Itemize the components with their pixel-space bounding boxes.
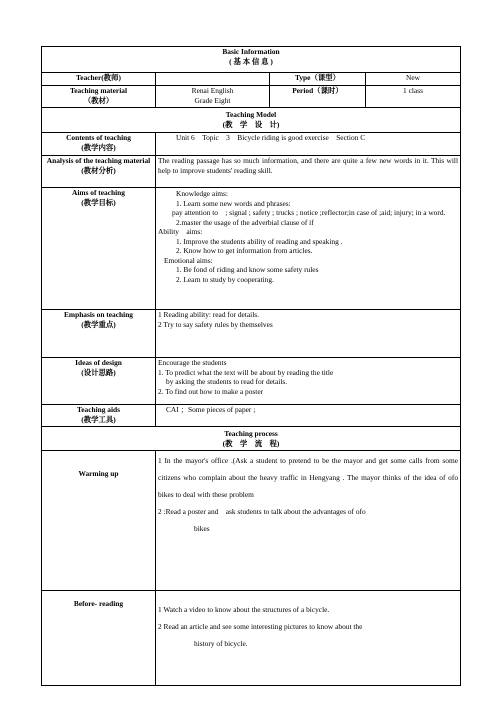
analysis-label: Analysis of the teaching material — [46, 156, 151, 165]
material-label-cell — [42, 86, 156, 108]
contents-label-cn: (教学内容) — [81, 142, 116, 152]
ideas-row — [42, 358, 461, 405]
aims-ability-item: 1. Improve the students ability of reading and speaking . — [176, 236, 343, 246]
material-value-cell — [156, 86, 270, 108]
before-reading-step-2-cont: history of bicycle. — [194, 639, 248, 648]
process-title: Teaching process — [224, 429, 278, 438]
ideas-label: Ideas of design — [75, 358, 122, 367]
before-reading-label: Before- reading — [42, 591, 156, 686]
aims-ability-item: 2. Know how to get information from articles. — [176, 246, 313, 255]
teaching-model-header-row — [42, 108, 461, 133]
ideas-item: 2. To find out how to make a poster — [158, 386, 264, 396]
aids-value: CAI ；Some pieces of paper ; — [156, 405, 461, 427]
aims-label-cn: (教学目标) — [81, 197, 116, 207]
aims-emotional-item: 2. Learn to study by cooperating. — [176, 274, 274, 284]
ideas-item: Encourage the students — [158, 358, 227, 367]
aims-knowledge-words: pay attention to ; signal ; safety ; trucks ; notice ;reflector;in case of ;aid; injury; in a word. — [172, 208, 446, 217]
material-row — [42, 86, 461, 108]
material-label: Teaching material — [70, 86, 127, 95]
ideas-item: by asking the students to read for details. — [166, 377, 288, 386]
warming-up-row — [42, 451, 461, 591]
aims-row — [42, 188, 461, 310]
material-label-cn: （教材） — [83, 95, 114, 105]
analysis-row — [42, 156, 461, 188]
aims-knowledge-item: 2.master the usage of the adverbial clause of if — [176, 217, 314, 227]
aids-label: Teaching aids — [76, 405, 121, 414]
period-label: Period（课时） — [270, 86, 366, 108]
period-value: 1 class — [366, 86, 461, 108]
contents-value: Unit 6 Topic 3 Bicycle riding is good exercise Section C — [156, 133, 461, 156]
basic-info-title-cn: ( 基 本 信 息 ) — [229, 56, 273, 66]
teacher-value — [156, 73, 270, 86]
warming-up-step-1: 1 In the mayor's office .(Ask a student to pretend to be the mayor and get some calls from some citizens who complain about the heavy traffic in Hengyang . The mayor thinks of the idea of ofo bikes to deal with these problem — [158, 456, 459, 499]
analysis-value: The reading passage has so much information, and there are quite a few new words in it. This will help to improve students' reading skill. — [156, 156, 461, 188]
type-label: Type（课型） — [270, 73, 366, 86]
before-reading-step-2: 2 Read an article and see some interesting pictures to know about the — [158, 622, 363, 631]
emphasis-label-cell — [42, 310, 156, 358]
material-value-2: Grade Eight — [194, 95, 231, 105]
process-header-row — [42, 427, 461, 451]
warming-up-content — [156, 451, 461, 591]
warming-up-step-2-cont: bikes — [194, 524, 210, 533]
analysis-label-cn: (教材分析) — [81, 165, 116, 175]
teaching-model-header — [42, 108, 461, 133]
warming-up-label: Warming up — [42, 451, 156, 591]
lesson-plan — [41, 46, 460, 686]
before-reading-step-1: 1 Watch a video to know about the structures of a bicycle. — [158, 605, 330, 614]
aims-emotional-item: 1. Be fond of riding and know some safety rules — [176, 265, 319, 274]
emphasis-row — [42, 310, 461, 358]
lesson-plan-table — [41, 46, 461, 686]
before-reading-row — [42, 591, 461, 686]
warming-up-step-2: 2 :Read a poster and ask students to talk about the advantages of ofo — [158, 507, 366, 516]
aims-label: Aims of teaching — [72, 188, 125, 197]
process-header — [42, 427, 461, 451]
process-title-cn: (教 学 流 程) — [222, 438, 280, 448]
teaching-model-title-cn: (教 学 设 计) — [222, 119, 280, 129]
teacher-row — [42, 73, 461, 86]
emphasis-content — [156, 310, 461, 358]
teacher-label: Teacher(教师) — [42, 73, 156, 86]
teaching-model-title: Teaching Model — [225, 110, 277, 119]
emphasis-label-cn: (教学重点) — [81, 319, 116, 329]
ideas-label-cell — [42, 358, 156, 405]
aims-ability-heading: Ability aims: — [158, 227, 203, 236]
aims-knowledge-item: 1. Learn some new words and phrases: — [176, 198, 291, 208]
aids-label-cn: (教学工具) — [81, 414, 116, 424]
analysis-label-cell — [42, 156, 156, 188]
aims-emotional-heading: Emotional aims: — [164, 255, 213, 265]
ideas-item: 1. To predict what the text will be about by reading the title — [158, 367, 334, 377]
ideas-content — [156, 358, 461, 405]
aids-row — [42, 405, 461, 427]
contents-label-cell — [42, 133, 156, 156]
aids-label-cell — [42, 405, 156, 427]
material-value-1: Renai English — [191, 86, 234, 95]
emphasis-item: 1 Reading ability: read for details. — [158, 310, 259, 319]
ideas-label-cn: (设计思路) — [81, 367, 116, 377]
basic-info-header — [42, 47, 461, 73]
basic-info-title: Basic Information — [222, 47, 280, 56]
contents-label: Contents of teaching — [66, 133, 131, 142]
before-reading-content — [156, 591, 461, 686]
basic-info-header-row — [42, 47, 461, 73]
emphasis-item: 2 Try to say safety rules by themselves — [158, 319, 273, 329]
contents-row — [42, 133, 461, 156]
aims-knowledge-heading: Knowledge aims: — [176, 189, 228, 198]
type-value: New — [366, 73, 461, 86]
aims-content — [156, 188, 461, 310]
emphasis-label: Emphasis on teaching — [64, 310, 133, 319]
aims-label-cell — [42, 188, 156, 310]
